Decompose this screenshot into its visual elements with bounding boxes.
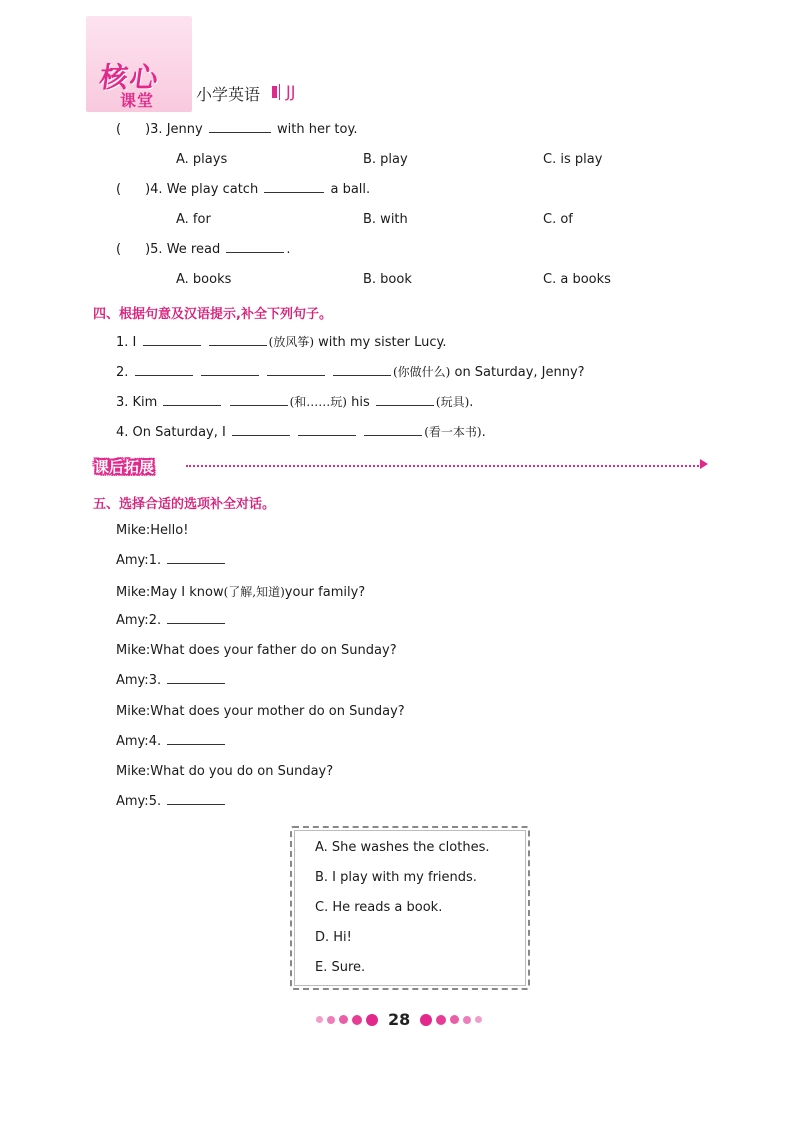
dot-icon bbox=[450, 1015, 459, 1024]
answer-blank[interactable] bbox=[167, 562, 225, 564]
fill-item-1: 1. I (放风筝) with my sister Lucy. bbox=[116, 335, 447, 350]
option: B. play bbox=[363, 152, 408, 167]
option: A. for bbox=[176, 212, 211, 227]
option: C. of bbox=[543, 212, 573, 227]
question-5: ( )5. We read . bbox=[116, 242, 291, 257]
answer-blank[interactable] bbox=[232, 434, 290, 436]
dot-icon bbox=[352, 1015, 362, 1025]
dot-icon bbox=[463, 1016, 471, 1024]
box-option: D. Hi! bbox=[315, 930, 352, 945]
answer-blank[interactable] bbox=[167, 743, 225, 745]
dialogue-line: Amy:4. bbox=[116, 734, 227, 749]
answer-blank[interactable] bbox=[376, 404, 434, 406]
answer-blank[interactable] bbox=[167, 803, 225, 805]
dot-icon bbox=[327, 1016, 335, 1024]
answer-blank[interactable] bbox=[143, 344, 201, 346]
logo-title: 核心 bbox=[97, 61, 163, 94]
answer-blank[interactable] bbox=[226, 251, 284, 253]
dialogue-line: Amy:1. bbox=[116, 553, 227, 568]
edition-label: JJ bbox=[286, 82, 296, 101]
dialogue-line: Mike:What do you do on Sunday? bbox=[116, 764, 334, 779]
header-accent-mark bbox=[272, 86, 277, 98]
box-option: E. Sure. bbox=[315, 960, 366, 975]
answer-blank[interactable] bbox=[333, 374, 391, 376]
section-4-title: 四、根据句意及汉语提示,补全下列句子。 bbox=[93, 307, 332, 322]
question-4: ( )4. We play catch a ball. bbox=[116, 182, 371, 197]
option: B. book bbox=[363, 272, 412, 287]
dialogue-line: Amy:3. bbox=[116, 673, 227, 688]
answer-blank[interactable] bbox=[167, 682, 225, 684]
banner-dotted-line bbox=[186, 465, 702, 467]
answer-blank[interactable] bbox=[209, 131, 271, 133]
page-number: 28 bbox=[388, 1010, 411, 1029]
box-option: A. She washes the clothes. bbox=[315, 840, 490, 855]
dialogue-line: Amy:2. bbox=[116, 613, 227, 628]
arrow-right-icon bbox=[700, 459, 708, 469]
fill-item-4: 4. On Saturday, I (看一本书). bbox=[116, 425, 486, 440]
answer-blank[interactable] bbox=[364, 434, 422, 436]
dialogue-line: Mike:What does your mother do on Sunday? bbox=[116, 704, 405, 719]
header-accent-line bbox=[279, 84, 280, 100]
dot-icon bbox=[436, 1015, 446, 1025]
logo-subtitle: 课堂 bbox=[120, 91, 155, 110]
dialogue-line: Amy:5. bbox=[116, 794, 227, 809]
option: A. plays bbox=[176, 152, 228, 167]
dot-icon bbox=[420, 1014, 432, 1026]
answer-blank[interactable] bbox=[163, 404, 221, 406]
page-footer bbox=[316, 1010, 482, 1029]
box-option: B. I play with my friends. bbox=[315, 870, 477, 885]
subject-title: 小学英语 bbox=[196, 85, 261, 104]
dialogue-line: Mike:Hello! bbox=[116, 523, 189, 538]
option: C. is play bbox=[543, 152, 603, 167]
dot-icon bbox=[366, 1014, 378, 1026]
option: A. books bbox=[176, 272, 232, 287]
option: B. with bbox=[363, 212, 408, 227]
dialogue-line: Mike:What does your father do on Sunday? bbox=[116, 643, 397, 658]
answer-blank[interactable] bbox=[135, 374, 193, 376]
dot-icon bbox=[475, 1016, 482, 1023]
box-option: C. He reads a book. bbox=[315, 900, 443, 915]
answer-blank[interactable] bbox=[298, 434, 356, 436]
question-3: ( )3. Jenny with her toy. bbox=[116, 122, 358, 137]
dot-icon bbox=[339, 1015, 348, 1024]
answer-blank[interactable] bbox=[201, 374, 259, 376]
fill-item-2: 2. (你做什么) on Saturday, Jenny? bbox=[116, 365, 585, 380]
dot-icon bbox=[316, 1016, 323, 1023]
extension-banner: 课后拓展 bbox=[94, 458, 155, 476]
answer-blank[interactable] bbox=[209, 344, 267, 346]
section-5-title: 五、选择合适的选项补全对话。 bbox=[93, 497, 276, 512]
answer-blank[interactable] bbox=[230, 404, 288, 406]
answer-blank[interactable] bbox=[167, 622, 225, 624]
fill-item-3: 3. Kim (和……玩) his (玩具). bbox=[116, 395, 474, 410]
dialogue-line: Mike:May I know(了解,知道)your family? bbox=[116, 585, 366, 600]
answer-blank[interactable] bbox=[267, 374, 325, 376]
option: C. a books bbox=[543, 272, 611, 287]
answer-blank[interactable] bbox=[264, 191, 324, 193]
